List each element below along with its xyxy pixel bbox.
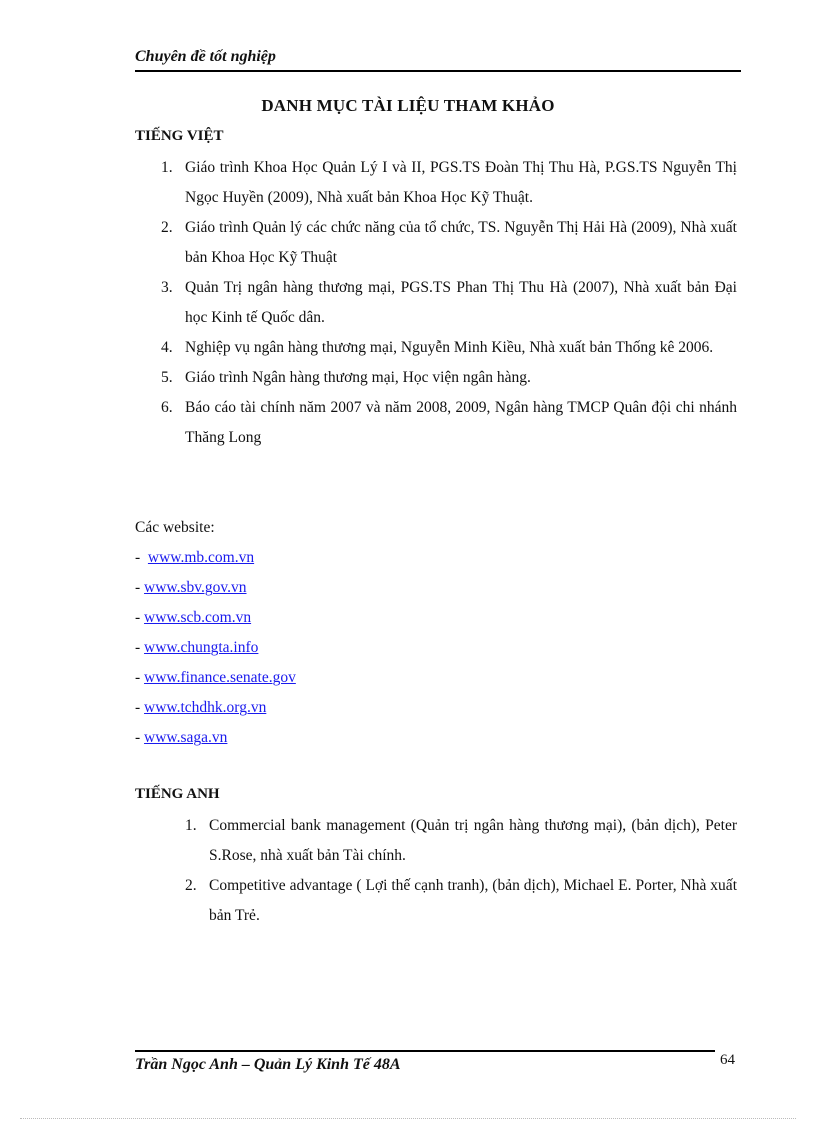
list-dash: - [135,669,145,686]
list-item [161,333,737,363]
list-item [185,871,737,931]
header-divider [135,70,741,72]
list-item [161,213,737,273]
list-item [161,363,737,393]
vietnamese-reference-list [161,153,737,453]
reference-text: Giáo trình Quản lý các chức năng của tổ chức, TS. Nguyễn Thị Hải Hà (2009), Nhà xuất bản Khoa Học Kỹ Thuật [185,219,737,266]
list-dash: - [135,549,148,566]
list-number: 2. [161,219,173,236]
section-heading-vietnamese: TIẾNG VIỆT [135,128,224,144]
list-number: 3. [161,279,173,296]
list-item [161,153,737,213]
list-item [135,633,306,663]
page-edge-divider [20,1118,796,1119]
reference-text: Báo cáo tài chính năm 2007 và năm 2008, 2009, Ngân hàng TMCP Quân đội chi nhánh Thăng Long [185,399,737,446]
list-item [135,603,306,633]
reference-text: Competitive advantage ( Lợi thế cạnh tranh), (bản dịch), Michael E. Porter, Nhà xuất bản Trẻ. [209,877,737,924]
reference-text: Giáo trình Khoa Học Quản Lý I và II, PGS.TS Đoàn Thị Thu Hà, P.GS.TS Nguyễn Thị Ngọc Huyền (2009), Nhà xuất bản Khoa Học Kỹ Thuật. [185,159,737,206]
list-number: 1. [185,817,197,834]
reference-text: Nghiệp vụ ngân hàng thương mại, Nguyễn Minh Kiều, Nhà xuất bản Thống kê 2006. [185,339,714,356]
footer-author: Trần Ngọc Anh – Quản Lý Kinh Tế 48A [135,1056,401,1073]
list-item [135,663,306,693]
list-number: 1. [161,159,173,176]
list-dash: - [135,699,145,716]
footer-divider [135,1050,715,1052]
list-item [135,543,306,573]
list-item [135,573,306,603]
list-number: 5. [161,369,173,386]
website-link-chungta[interactable]: www.chungta.info [144,639,259,656]
list-dash: - [135,729,145,746]
list-dash: - [135,639,145,656]
list-item [135,693,306,723]
list-number: 6. [161,399,173,416]
list-item [161,273,737,333]
website-link-scb[interactable]: www.scb.com.vn [144,609,252,626]
website-link-finance-senate[interactable]: www.finance.senate.gov [144,669,296,686]
website-list [135,513,306,753]
websites-label: Các website: [135,519,215,536]
reference-text: Giáo trình Ngân hàng thương mại, Học viện ngân hàng. [185,369,531,386]
website-link-tchdhk[interactable]: www.tchdhk.org.vn [144,699,267,716]
list-item [161,393,737,453]
page-title: DANH MỤC TÀI LIỆU THAM KHẢO [261,96,555,115]
list-dash: - [135,609,145,626]
section-heading-english: TIẾNG ANH [135,786,220,802]
running-header: Chuyên đề tốt nghiệp [135,48,276,65]
website-link-sbv[interactable]: www.sbv.gov.vn [144,579,247,596]
list-item [135,723,306,753]
list-number: 2. [185,877,197,894]
website-link-mb[interactable]: www.mb.com.vn [147,549,255,566]
list-number: 4. [161,339,173,356]
reference-text: Commercial bank management (Quản trị ngân hàng thương mại), (bản dịch), Peter S.Rose, nhà xuất bản Tài chính. [209,817,737,864]
page-number: 64 [720,1052,735,1068]
english-reference-list [185,811,737,931]
reference-text: Quản Trị ngân hàng thương mại, PGS.TS Phan Thị Thu Hà (2007), Nhà xuất bản Đại học Kinh tế Quốc dân. [185,279,737,326]
list-item [185,811,737,871]
website-link-saga[interactable]: www.saga.vn [144,729,228,746]
list-dash: - [135,579,145,596]
